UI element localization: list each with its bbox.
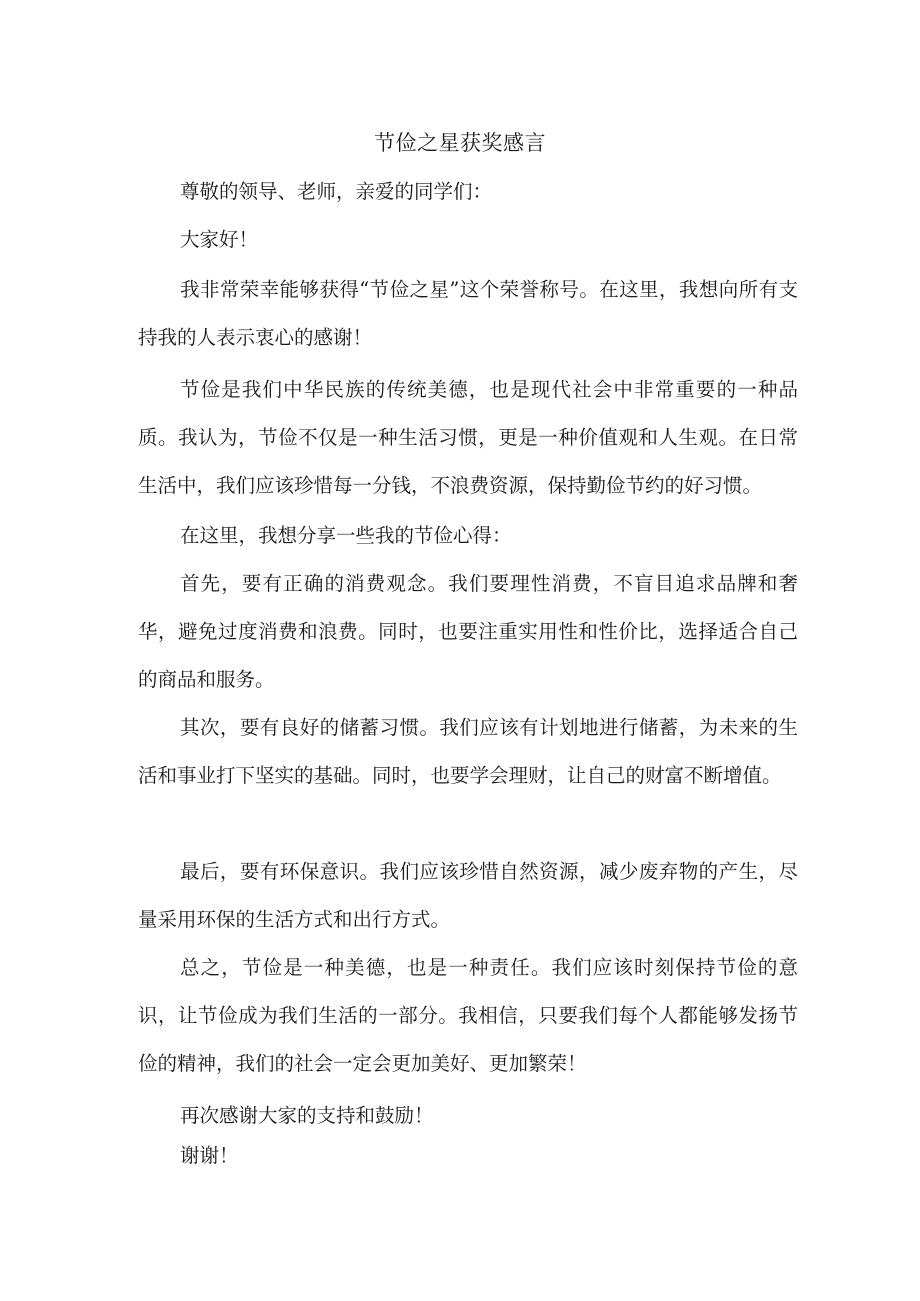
paragraph-share-intro: 在这里，我想分享一些我的节俭心得： [180, 524, 512, 547]
salutation: 尊敬的领导、老师，亲爱的同学们： [180, 180, 493, 203]
paragraph-second: 其次，要有良好的储蓄习惯。我们应该有计划地进行储蓄，为未来的生活和事业打下坚实的基础。同时，也要学会理财，让自己的财富不断增值。 [138, 716, 798, 787]
document-title: 节俭之星获奖感言 [374, 131, 546, 155]
closing-signoff: 谢谢！ [180, 1144, 239, 1167]
closing-thanks: 再次感谢大家的支持和鼓励！ [180, 1104, 434, 1127]
paragraph-virtue: 节俭是我们中华民族的传统美德，也是现代社会中非常重要的一种品质。我认为，节俭不仅是一种生活习惯，更是一种价值观和人生观。在日常生活中，我们应该珍惜每一分钱，不浪费资源，保持勤俭节约的好习惯。 [138, 378, 798, 497]
greeting: 大家好！ [180, 228, 259, 251]
paragraph-summary: 总之，节俭是一种美德，也是一种责任。我们应该时刻保持节俭的意识，让节俭成为我们生活的一部分。我相信，只要我们每个人都能够发扬节俭的精神，我们的社会一定会更加美好、更加繁荣！ [138, 956, 798, 1075]
paragraph-last: 最后，要有环保意识。我们应该珍惜自然资源，减少废弃物的产生，尽量采用环保的生活方式和出行方式。 [138, 860, 798, 931]
paragraph-thanks: 我非常荣幸能够获得“节俭之星”这个荣誉称号。在这里，我想向所有支持我的人表示衷心的感谢！ [138, 278, 798, 349]
paragraph-first: 首先，要有正确的消费观念。我们要理性消费，不盲目追求品牌和奢华，避免过度消费和浪费。同时，也要注重实用性和性价比，选择适合自己的商品和服务。 [138, 572, 798, 691]
